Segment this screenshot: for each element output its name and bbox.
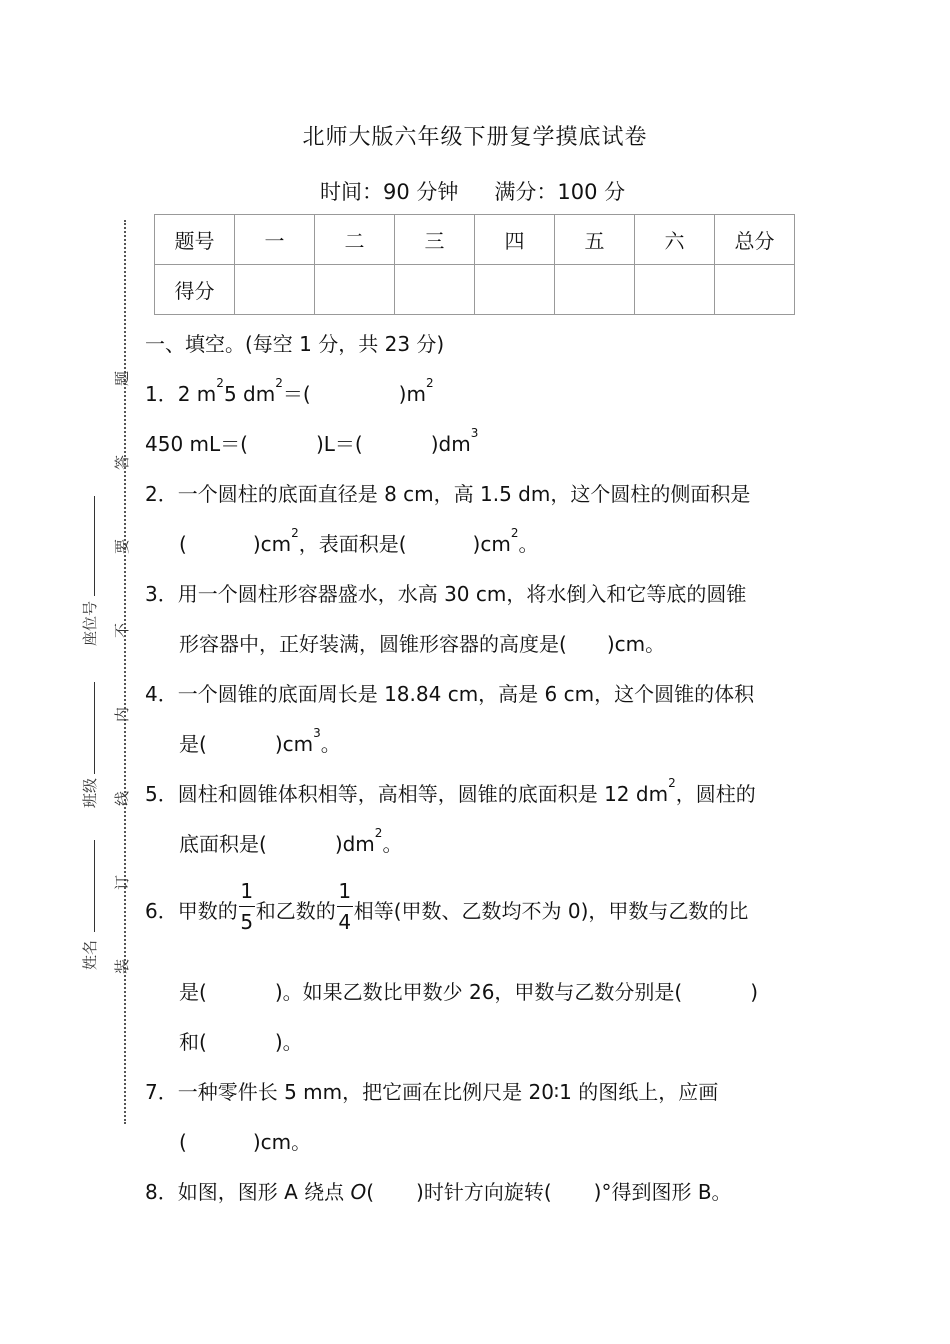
- question-7-line-2: ( )cm。: [179, 1130, 312, 1154]
- question-6-line-1: 6．甲数的 $\frac{1}{5}$ 和乙数的 $\frac{1}{4}$ 相等(甲数、乙数均不为 0)，甲数与乙数的比: [145, 879, 749, 934]
- score-cell[interactable]: [635, 265, 715, 315]
- question-8: 8．如图，图形 A 绕点 O( )时针方向旋转( )°得到图形 B。: [145, 1180, 732, 1204]
- question-1-b: 450 mL＝( )L＝( )$dm^3$: [145, 426, 479, 456]
- page-title: 北师大版六年级下册复学摸底试卷: [302, 125, 648, 150]
- score-cell[interactable]: [555, 265, 635, 315]
- question-6-line-3: 和( )。: [179, 1030, 303, 1054]
- binding-char: 内: [113, 706, 132, 723]
- question-6-line-2: 是( )。如果乙数比甲数少 26，甲数与乙数分别是( ): [179, 980, 759, 1004]
- score-header-cell: 总分: [715, 215, 795, 265]
- score-header-cell: 六: [635, 215, 715, 265]
- score-header-cell: 五: [555, 215, 635, 265]
- score-table-score-row: [155, 265, 795, 315]
- question-2-line-2: ( )$cm^2$，表面积是( )$cm^2$。: [179, 526, 539, 556]
- question-4-line-2: 是( )$cm^3$。: [179, 726, 341, 756]
- binding-char: 不: [113, 622, 132, 639]
- question-7-line-1: 7．一种零件长 5 mm，把它画在比例尺是 20∶1 的图纸上，应画: [145, 1080, 719, 1104]
- binding-char: 装: [113, 958, 132, 975]
- class-field[interactable]: [94, 682, 95, 774]
- name-field[interactable]: [94, 840, 95, 932]
- seat-number-label: 座位号: [81, 600, 99, 646]
- binding-char: 答: [113, 454, 132, 471]
- full-score: 满分：100 分: [494, 180, 626, 204]
- score-row-label: 得分: [155, 265, 235, 315]
- binding-char: 订: [113, 874, 132, 891]
- score-header-cell: 四: [475, 215, 555, 265]
- question-3-line-2: 形容器中，正好装满，圆锥形容器的高度是( )cm。: [179, 632, 666, 656]
- class-label: 班级: [81, 777, 99, 808]
- score-cell[interactable]: [395, 265, 475, 315]
- score-header-cell: 二: [315, 215, 395, 265]
- binding-char: 题: [113, 370, 132, 387]
- binding-char: 线: [113, 790, 132, 807]
- score-header-cell: 三: [395, 215, 475, 265]
- fraction-one-fourth: $\frac{1}{4}$: [338, 879, 352, 934]
- score-header-cell: 一: [235, 215, 315, 265]
- score-cell[interactable]: [315, 265, 395, 315]
- score-cell[interactable]: [235, 265, 315, 315]
- fraction-one-fifth: $\frac{1}{5}$: [240, 879, 254, 934]
- exam-info: [320, 176, 625, 206]
- question-1-a: 1．2 $m^25$ $dm^2=$( )$m^2$: [145, 376, 434, 406]
- seat-number-field[interactable]: [94, 496, 95, 596]
- section-heading: 一、填空。(每空 1 分，共 23 分): [145, 332, 445, 356]
- time-limit: 时间：90 分钟: [320, 180, 459, 204]
- score-header-cell: 题号: [155, 215, 235, 265]
- question-4-line-1: 4．一个圆锥的底面周长是 18.84 cm，高是 6 cm，这个圆锥的体积: [145, 682, 755, 706]
- name-label: 姓名: [81, 939, 99, 970]
- question-5-line-1: 5．圆柱和圆锥体积相等，高相等，圆锥的底面积是 12 $dm^2$，圆柱的: [145, 776, 756, 806]
- question-2-line-1: 2．一个圆柱的底面直径是 8 cm，高 1.5 dm，这个圆柱的侧面积是: [145, 482, 751, 506]
- score-table-header-row: [155, 215, 795, 265]
- score-cell[interactable]: [475, 265, 555, 315]
- binding-char: 要: [113, 538, 132, 555]
- score-table: [154, 214, 795, 315]
- question-5-line-2: 底面积是( )$dm^2$。: [179, 826, 403, 856]
- score-cell[interactable]: [715, 265, 795, 315]
- question-3-line-1: 3．用一个圆柱形容器盛水，水高 30 cm，将水倒入和它等底的圆锥: [145, 582, 747, 606]
- binding-dotted-line: [124, 220, 126, 1124]
